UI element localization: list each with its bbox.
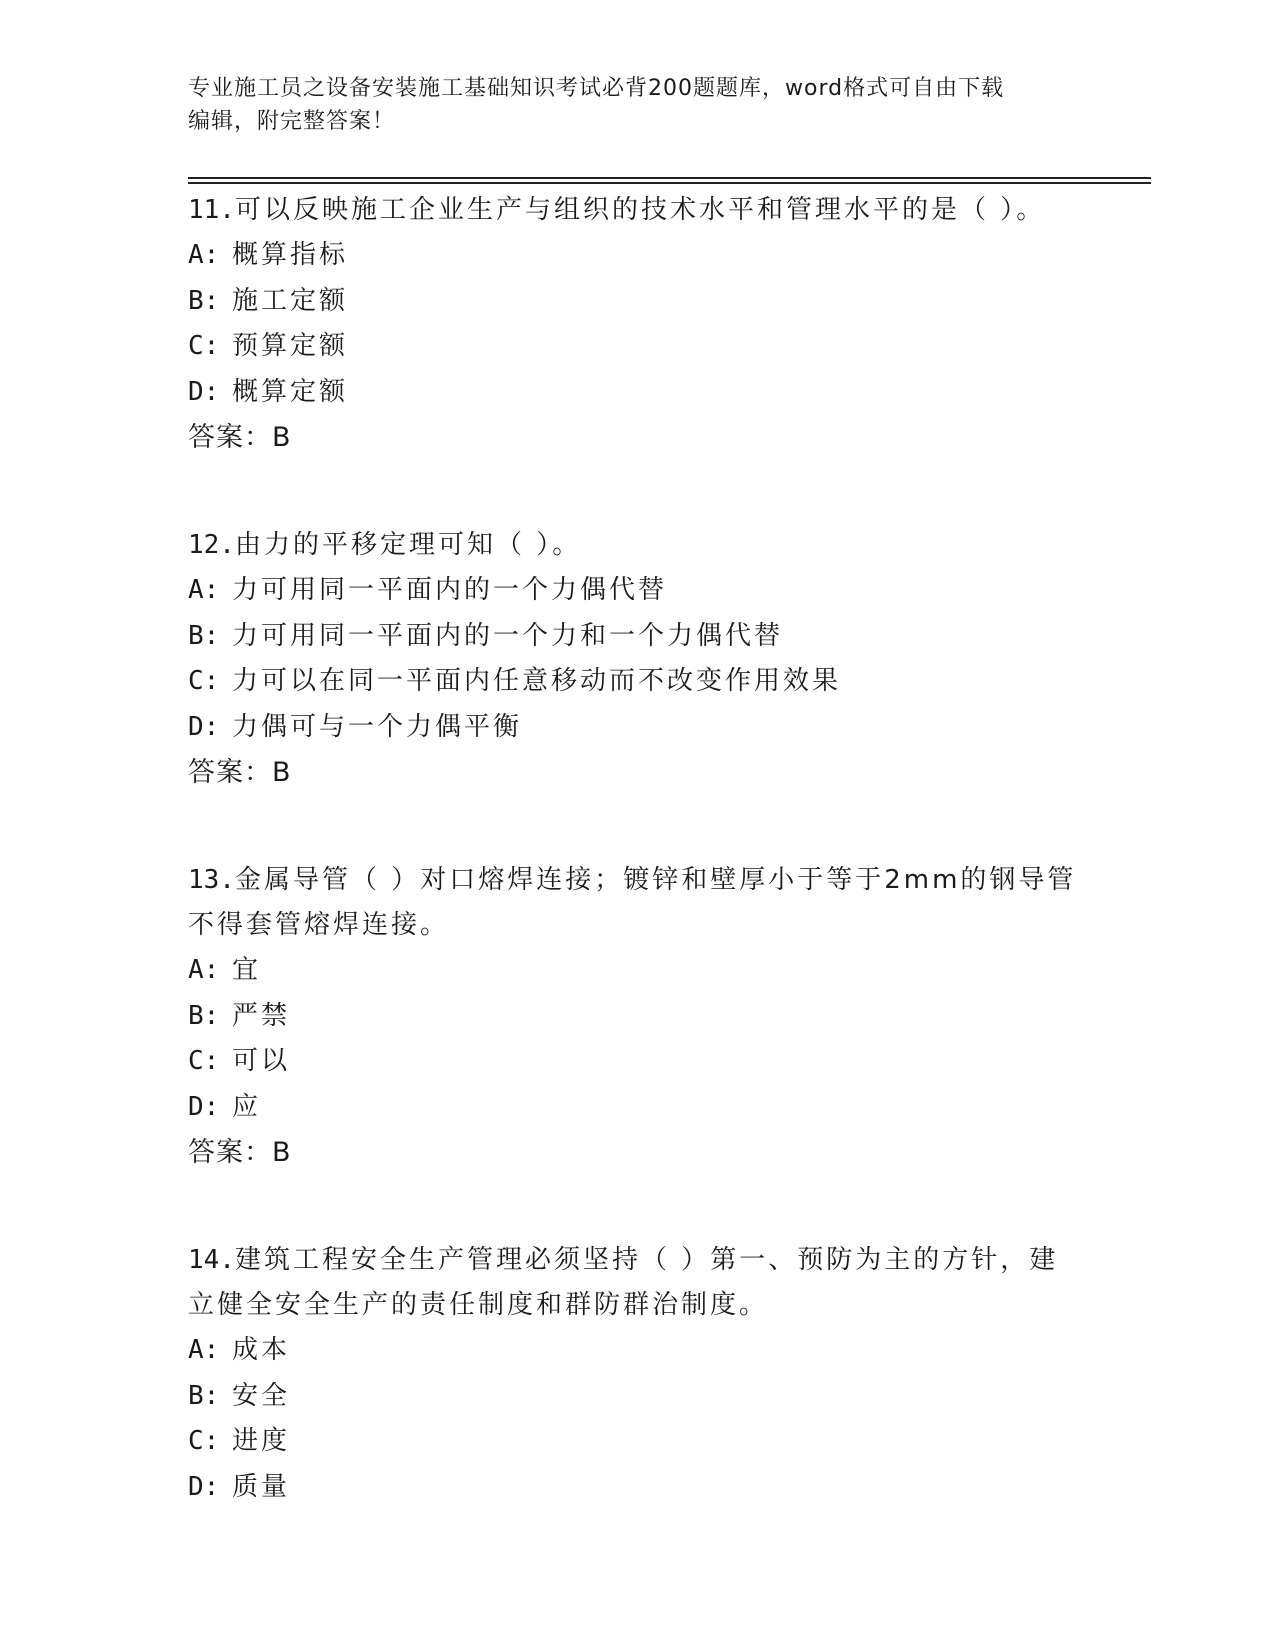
question-spacer bbox=[188, 460, 1088, 523]
option-text: 力偶可与一个力偶平衡 bbox=[232, 711, 523, 742]
option-text: 力可用同一平面内的一个力和一个力偶代替 bbox=[232, 620, 784, 651]
option-text: 施工定额 bbox=[232, 285, 349, 316]
option-text: 可以 bbox=[232, 1046, 291, 1076]
question-11 bbox=[188, 188, 1088, 460]
question-number: 13. bbox=[188, 865, 235, 895]
option-key: A: bbox=[188, 955, 220, 985]
option-b bbox=[188, 994, 1088, 1040]
document-header bbox=[188, 72, 1088, 138]
option-b bbox=[188, 279, 1088, 325]
question-stem bbox=[188, 1238, 1088, 1283]
option-key: C: bbox=[188, 666, 220, 696]
option-d bbox=[188, 1085, 1088, 1131]
question-stem bbox=[188, 188, 1088, 233]
question-text: 可以反映施工企业生产与组织的技术水平和管理水平的是（ ）。 bbox=[234, 195, 1046, 225]
option-key: B: bbox=[188, 1380, 220, 1411]
option-a bbox=[188, 568, 1088, 614]
option-key: A: bbox=[188, 575, 220, 605]
question-stem bbox=[188, 858, 1088, 903]
question-14 bbox=[188, 1238, 1088, 1510]
option-a bbox=[188, 233, 1088, 279]
answer: 答案：B bbox=[188, 1137, 292, 1168]
option-text: 概算定额 bbox=[232, 376, 349, 407]
question-stem bbox=[188, 523, 1088, 568]
question-number: 14. bbox=[188, 1245, 235, 1275]
option-key: B: bbox=[188, 620, 220, 651]
option-d bbox=[188, 705, 1088, 751]
option-d bbox=[188, 370, 1088, 416]
header-line-2: 编辑，附完整答案！ bbox=[188, 109, 396, 134]
option-key: D: bbox=[188, 1471, 220, 1502]
question-text: 由力的平移定理可知（ ）。 bbox=[234, 530, 582, 560]
option-a bbox=[188, 948, 1088, 994]
question-spacer bbox=[188, 1175, 1088, 1238]
option-key: C: bbox=[188, 331, 220, 361]
option-key: B: bbox=[188, 1000, 220, 1031]
option-text: 成本 bbox=[232, 1335, 291, 1365]
header-divider-top bbox=[188, 177, 1151, 179]
header-divider-bottom bbox=[188, 182, 1151, 184]
option-text: 宜 bbox=[232, 955, 262, 985]
option-text: 力可用同一平面内的一个力偶代替 bbox=[232, 575, 668, 605]
question-text-continued: 不得套管熔焊连接。 bbox=[188, 910, 450, 940]
answer: 答案：B bbox=[188, 422, 292, 453]
option-a bbox=[188, 1328, 1088, 1374]
question-spacer bbox=[188, 795, 1088, 858]
option-b bbox=[188, 614, 1088, 660]
question-number: 12. bbox=[188, 530, 235, 560]
option-c bbox=[188, 324, 1088, 370]
option-key: B: bbox=[188, 285, 220, 316]
option-text: 应 bbox=[232, 1091, 262, 1122]
option-key: D: bbox=[188, 711, 220, 742]
option-key: A: bbox=[188, 240, 220, 270]
question-list bbox=[188, 188, 1088, 1510]
option-key: D: bbox=[188, 1091, 220, 1122]
option-c bbox=[188, 1039, 1088, 1085]
option-key: C: bbox=[188, 1426, 220, 1456]
question-text-continued: 立健全安全生产的责任制度和群防群治制度。 bbox=[188, 1290, 769, 1320]
question-text: 建筑工程安全生产管理必须坚持（ ）第一、预防为主的方针，建 bbox=[234, 1245, 1059, 1275]
option-text: 严禁 bbox=[232, 1000, 291, 1031]
question-text: 金属导管（ ）对口熔焊连接；镀锌和壁厚小于等于2mm的钢导管 bbox=[234, 865, 1077, 895]
option-c bbox=[188, 659, 1088, 705]
option-d bbox=[188, 1465, 1088, 1511]
option-text: 概算指标 bbox=[232, 240, 349, 270]
option-b bbox=[188, 1374, 1088, 1420]
option-text: 力可以在同一平面内任意移动而不改变作用效果 bbox=[232, 666, 842, 696]
question-13 bbox=[188, 858, 1088, 1175]
option-c bbox=[188, 1419, 1088, 1465]
option-text: 质量 bbox=[232, 1471, 291, 1502]
header-line-1: 专业施工员之设备安装施工基础知识考试必背200题题库，word格式可自由下载 bbox=[188, 76, 1005, 101]
answer: 答案：B bbox=[188, 757, 292, 788]
option-text: 进度 bbox=[232, 1426, 291, 1456]
option-text: 预算定额 bbox=[232, 331, 349, 361]
question-number: 11. bbox=[188, 195, 235, 225]
question-12 bbox=[188, 523, 1088, 795]
option-key: A: bbox=[188, 1335, 220, 1365]
option-key: C: bbox=[188, 1046, 220, 1076]
option-text: 安全 bbox=[232, 1380, 291, 1411]
option-key: D: bbox=[188, 376, 220, 407]
